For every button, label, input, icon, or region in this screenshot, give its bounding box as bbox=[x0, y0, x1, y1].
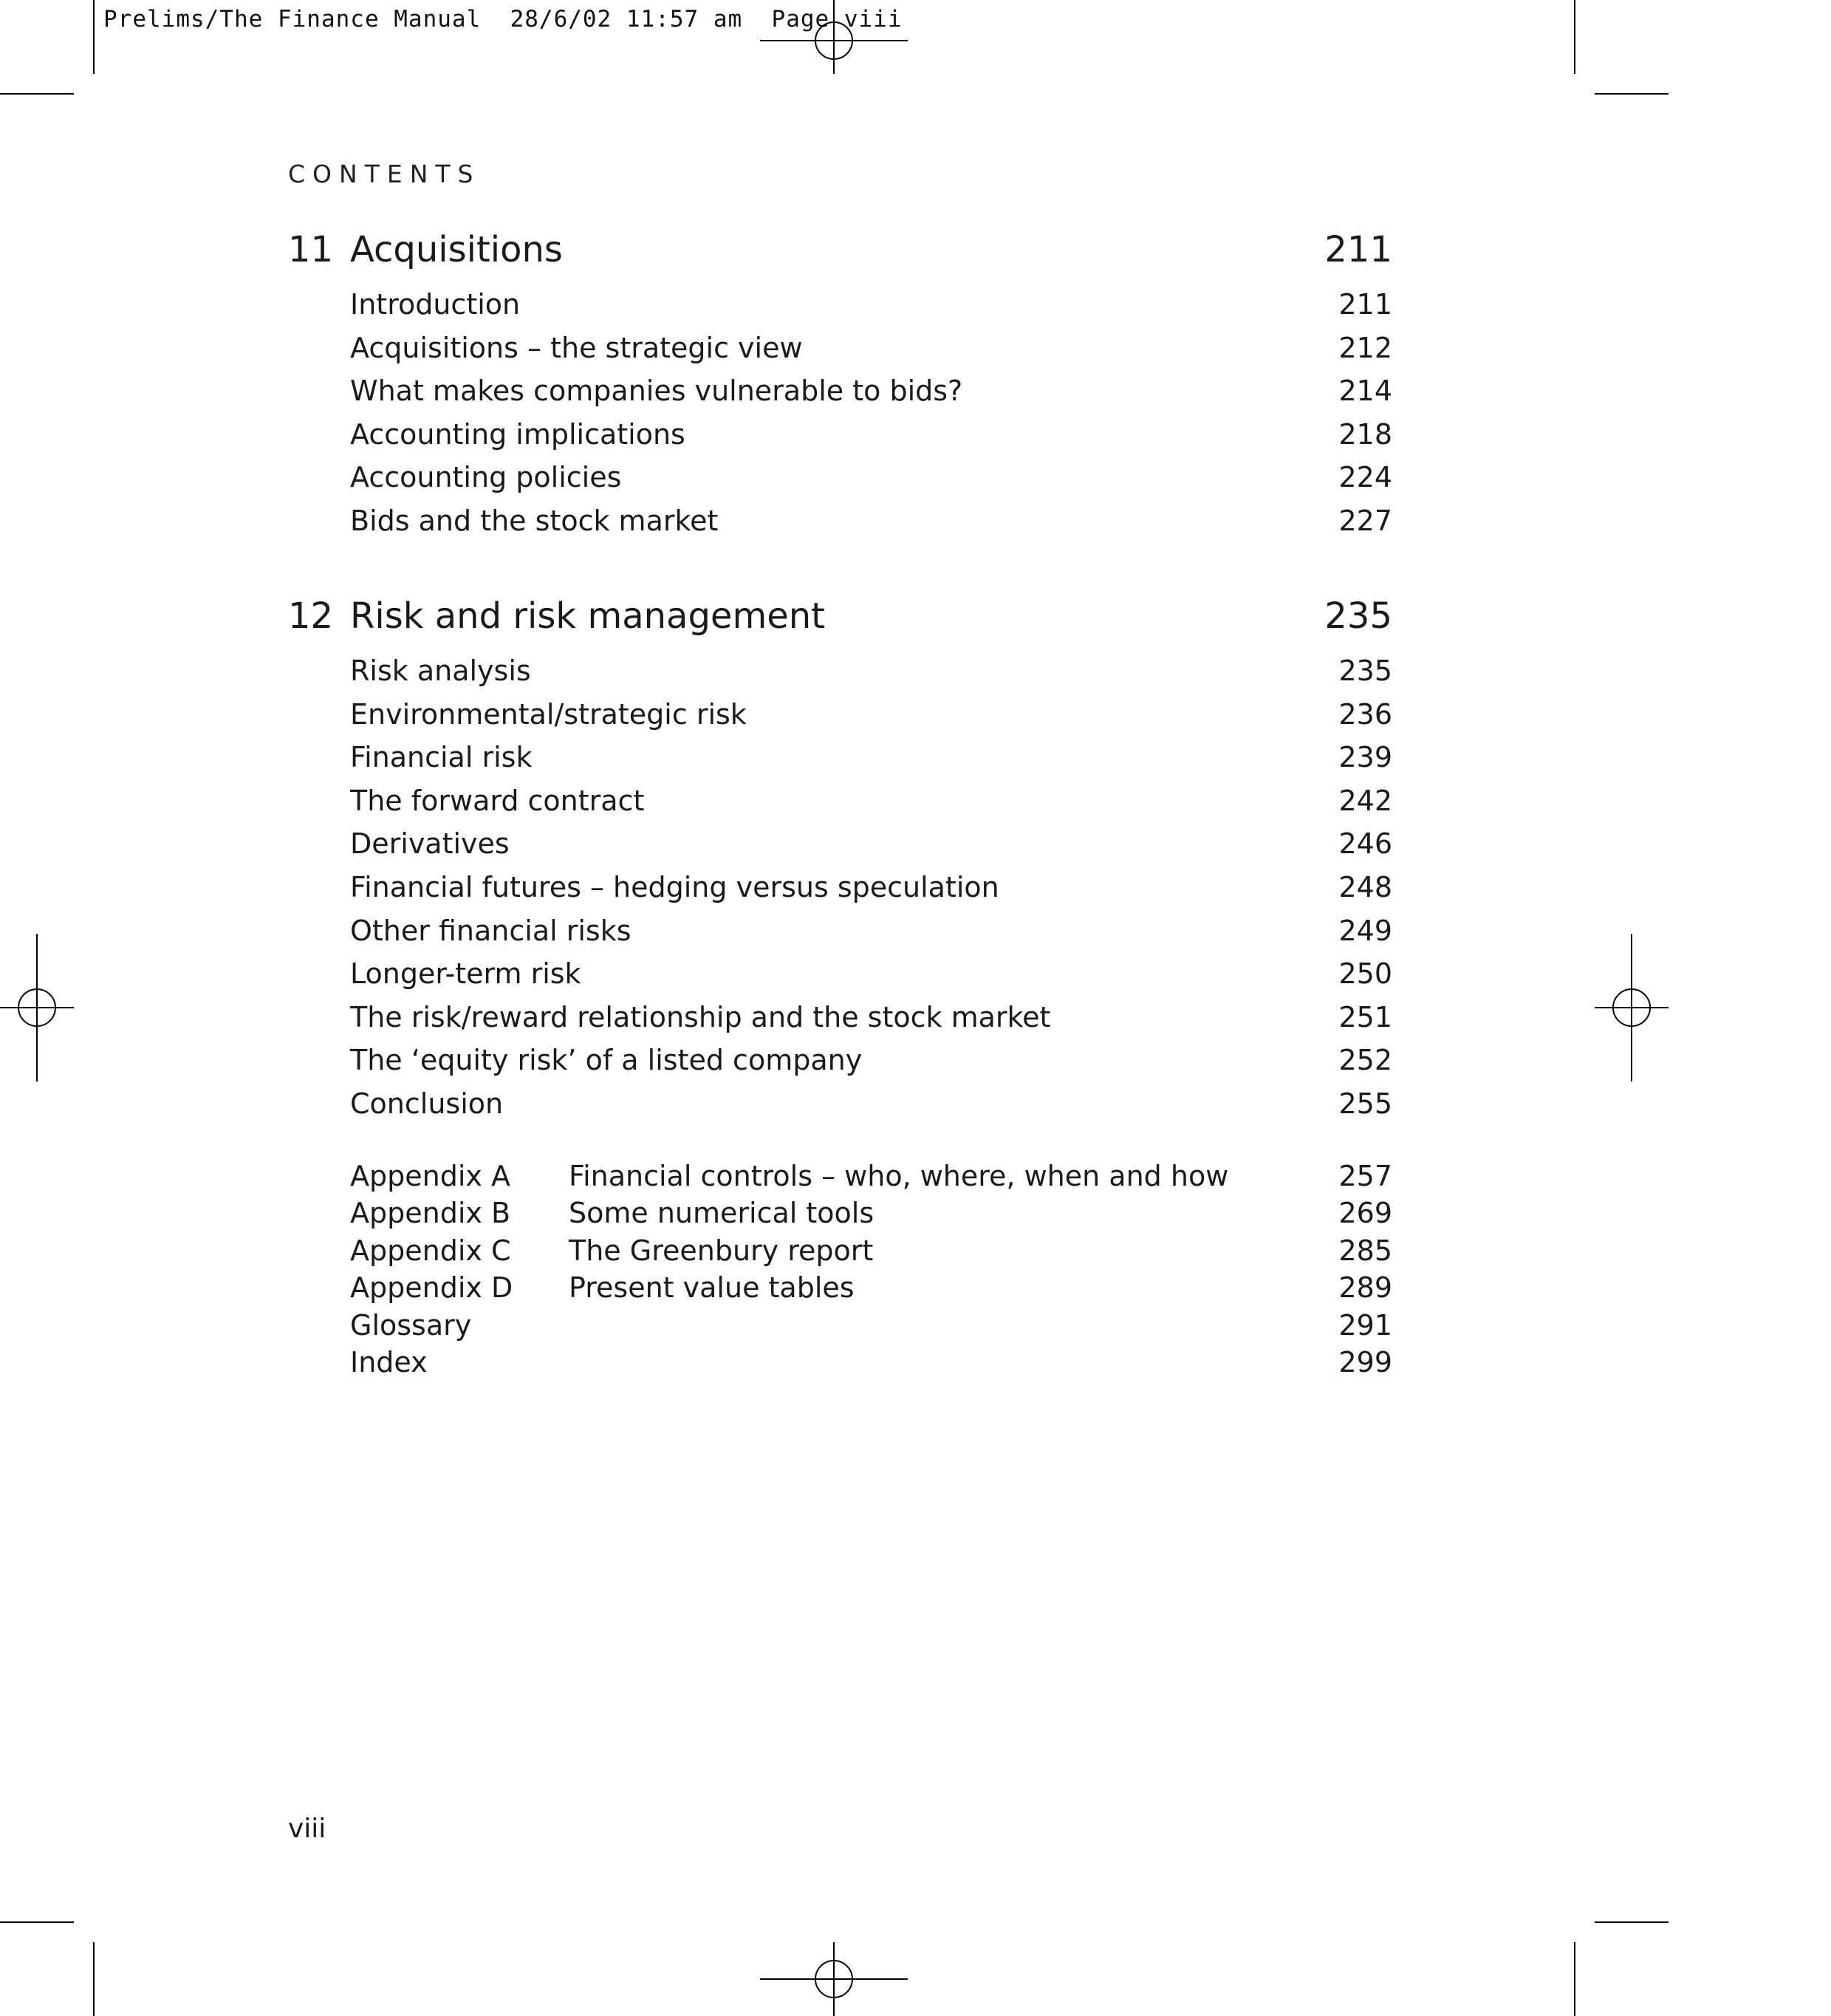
back-matter-page: 285 bbox=[1338, 1234, 1392, 1267]
back-matter-page: 257 bbox=[1338, 1160, 1392, 1192]
entry-title: Acquisitions – the strategic view bbox=[350, 331, 803, 364]
back-matter-label: Glossary bbox=[350, 1308, 472, 1342]
chapter-number: 11 bbox=[288, 229, 334, 270]
entry-page: 246 bbox=[1338, 827, 1392, 861]
entry-page: 251 bbox=[1338, 1000, 1392, 1033]
entry-page: 242 bbox=[1338, 784, 1392, 817]
chapter-heading bbox=[288, 229, 1392, 281]
entry-title: Conclusion bbox=[350, 1087, 504, 1120]
entry-title: Risk analysis bbox=[350, 655, 531, 687]
entry-title: Financial risk bbox=[350, 741, 533, 774]
back-matter-entry bbox=[350, 1271, 1392, 1308]
back-matter-page: 299 bbox=[1338, 1345, 1392, 1378]
toc-entry bbox=[350, 698, 1392, 742]
page-folio: viii bbox=[288, 1814, 326, 1844]
back-matter-title: Some numerical tools bbox=[569, 1197, 875, 1230]
back-matter-label: Appendix C bbox=[350, 1234, 511, 1267]
chapter-title: Acquisitions bbox=[350, 229, 563, 270]
chapter-page: 235 bbox=[1324, 595, 1392, 637]
entry-page: 248 bbox=[1338, 870, 1392, 903]
running-head: CONTENTS bbox=[288, 160, 481, 188]
back-matter-label: Appendix D bbox=[350, 1271, 513, 1305]
toc-entry bbox=[350, 655, 1392, 698]
toc-entry bbox=[350, 1087, 1392, 1131]
back-matter-entry bbox=[350, 1197, 1392, 1234]
entry-title: Introduction bbox=[350, 288, 521, 321]
toc-entry bbox=[350, 332, 1392, 375]
entry-title: The risk/reward relationship and the stock market bbox=[350, 1000, 1051, 1033]
entry-title: Longer-term risk bbox=[350, 957, 581, 991]
back-matter-label: Appendix B bbox=[350, 1197, 511, 1230]
toc-entry bbox=[350, 375, 1392, 418]
entry-title: Derivatives bbox=[350, 827, 510, 861]
printer-slug: Prelims/The Finance Manual 28/6/02 11:57 am Page viii bbox=[103, 6, 903, 33]
back-matter-page: 289 bbox=[1338, 1271, 1392, 1305]
entry-page: 239 bbox=[1338, 741, 1392, 774]
entry-page: 227 bbox=[1338, 504, 1392, 537]
toc-entry bbox=[350, 1044, 1392, 1087]
entry-page: 236 bbox=[1338, 697, 1392, 731]
chapter-number: 12 bbox=[288, 595, 334, 637]
entry-page: 235 bbox=[1338, 655, 1392, 687]
entry-title: Other financial risks bbox=[350, 914, 632, 947]
back-matter-page: 269 bbox=[1338, 1197, 1392, 1230]
entry-title: Bids and the stock market bbox=[350, 504, 719, 537]
back-matter-label: Index bbox=[350, 1345, 428, 1378]
entry-title: Financial futures – hedging versus speculation bbox=[350, 870, 999, 903]
entry-page: 218 bbox=[1338, 417, 1392, 451]
chapter-heading bbox=[288, 595, 1392, 647]
chapter-title: Risk and risk management bbox=[350, 595, 825, 637]
toc-entry bbox=[350, 827, 1392, 871]
entry-page: 252 bbox=[1338, 1044, 1392, 1077]
back-matter-label: Appendix A bbox=[350, 1160, 510, 1192]
back-matter-page: 291 bbox=[1338, 1308, 1392, 1342]
entry-title: Accounting implications bbox=[350, 417, 685, 451]
toc-entry bbox=[350, 915, 1392, 958]
toc-entry bbox=[350, 288, 1392, 332]
toc-entry bbox=[350, 1001, 1392, 1045]
toc-entry bbox=[350, 871, 1392, 915]
entry-title: What makes companies vulnerable to bids? bbox=[350, 375, 963, 408]
back-matter-entry bbox=[350, 1234, 1392, 1271]
back-matter-list bbox=[350, 1160, 1392, 1383]
entry-page: 214 bbox=[1338, 375, 1392, 408]
toc-entry bbox=[350, 461, 1392, 505]
back-matter-title: Present value tables bbox=[569, 1271, 855, 1305]
toc-entry bbox=[350, 418, 1392, 462]
back-matter-entry bbox=[350, 1346, 1392, 1383]
chapter-entries bbox=[350, 655, 1392, 1131]
chapter-entries bbox=[350, 288, 1392, 548]
entry-page: 250 bbox=[1338, 957, 1392, 991]
toc-entry bbox=[350, 741, 1392, 785]
chapter-page: 211 bbox=[1324, 229, 1392, 270]
entry-page: 249 bbox=[1338, 914, 1392, 947]
entry-title: The forward contract bbox=[350, 784, 645, 817]
back-matter-entry bbox=[350, 1160, 1392, 1197]
entry-title: Accounting policies bbox=[350, 461, 622, 494]
entry-page: 224 bbox=[1338, 461, 1392, 494]
toc-entry bbox=[350, 785, 1392, 828]
back-matter-entry bbox=[350, 1309, 1392, 1346]
toc-entry bbox=[350, 957, 1392, 1001]
entry-page: 255 bbox=[1338, 1087, 1392, 1120]
back-matter-title: The Greenbury report bbox=[569, 1234, 874, 1267]
entry-page: 212 bbox=[1338, 331, 1392, 364]
entry-title: The ‘equity risk’ of a listed company bbox=[350, 1044, 863, 1077]
back-matter-title: Financial controls – who, where, when and how bbox=[569, 1160, 1229, 1192]
entry-page: 211 bbox=[1338, 288, 1392, 321]
toc-entry bbox=[350, 505, 1392, 548]
entry-title: Environmental/strategic risk bbox=[350, 697, 747, 731]
